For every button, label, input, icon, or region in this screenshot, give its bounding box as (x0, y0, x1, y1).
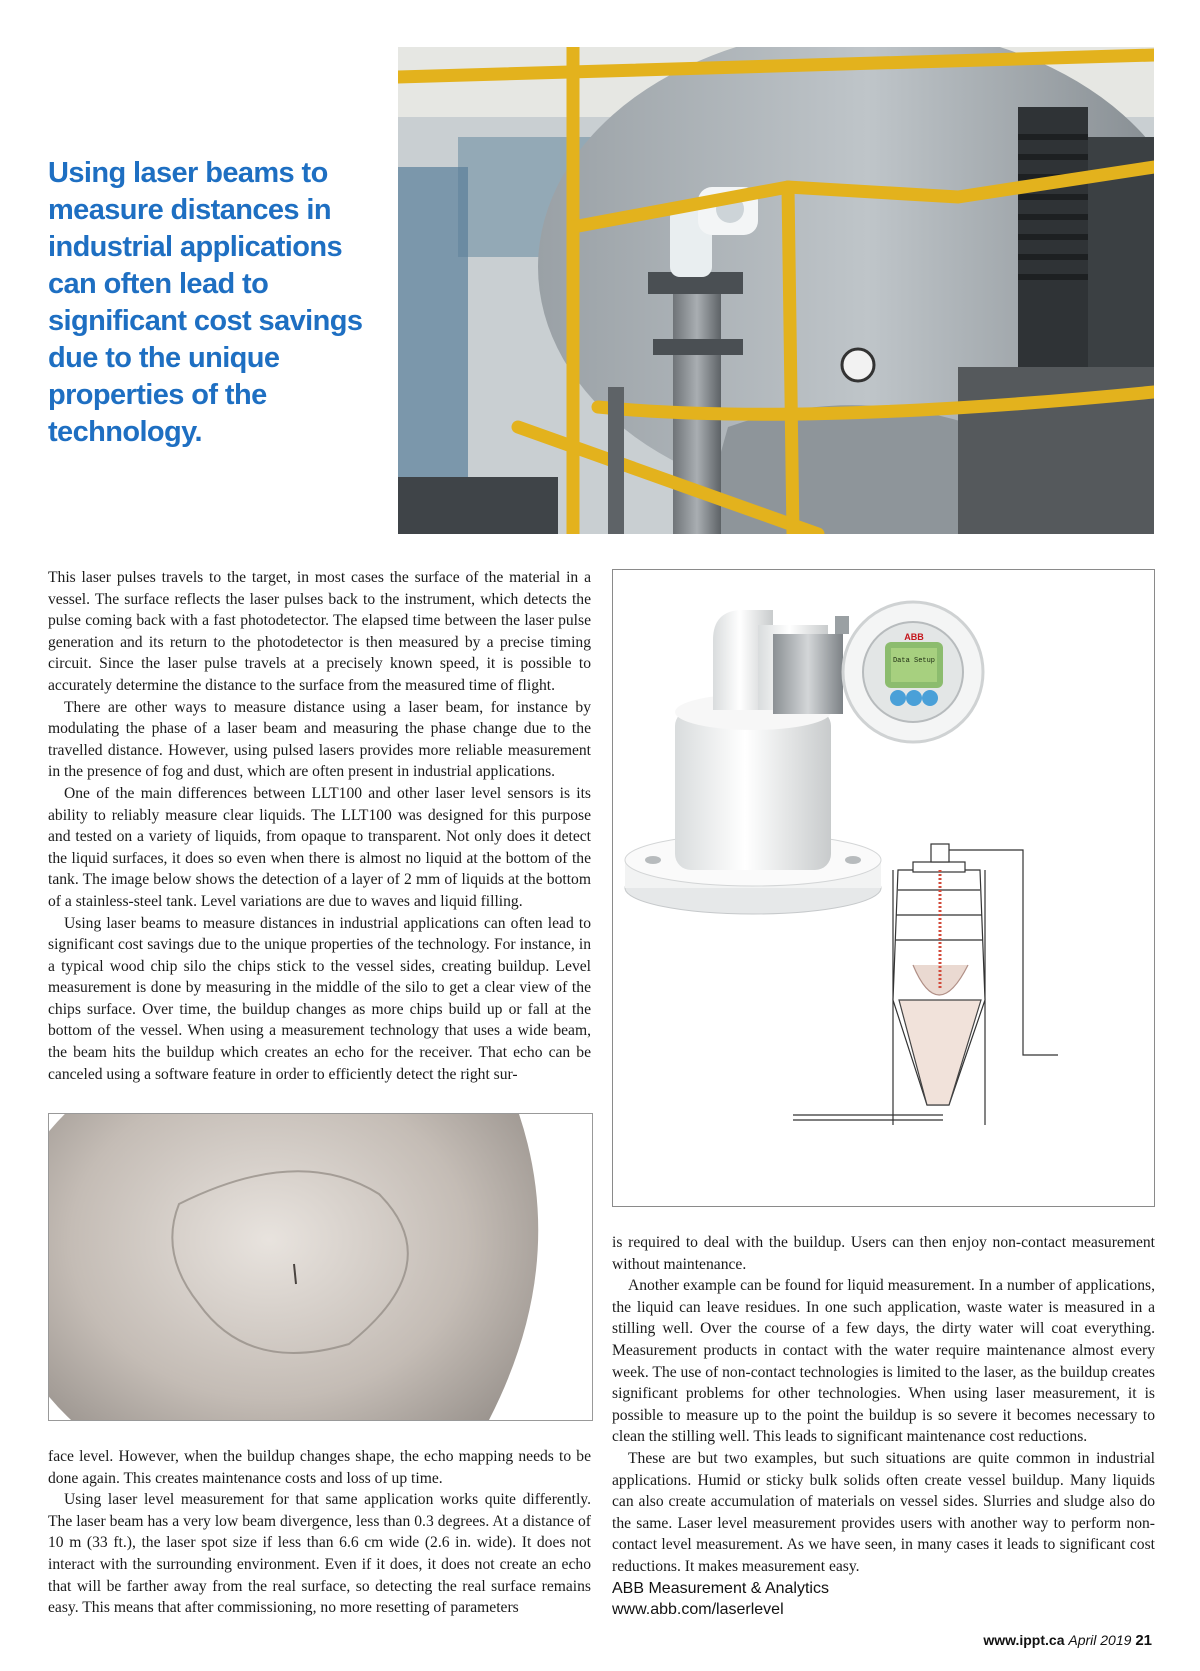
pull-quote-line: significant cost savings (48, 305, 363, 337)
paragraph: One of the main differences between LLT100 and other laser level sensors is its ability to reliably measure clear liquids. The LLT100 was designed for this purpose and tested on a variety of liquids, from opaque to transparent. Not only does it detect the liquid surfaces, it does so even when there is almost no liquid at the bottom of the tank. The image below shows the detection of a layer of 2 mm of liquids at the bottom of a stainless-steel tank. Level variations are due to waves and liquid filling. (48, 784, 591, 910)
pull-quote (48, 155, 368, 451)
pull-quote-line: Using laser beams to (48, 157, 328, 189)
article-column-1-bottom (48, 1446, 591, 1619)
pull-quote-line: due to the unique (48, 342, 280, 374)
article-column-1-top (48, 567, 591, 1085)
paragraph: This laser pulses travels to the target, in most cases the surface of the material in a vessel. The surface reflects the laser pulses back to the instrument, which detects the pulse coming back with a fast photodetector. The elapsed time between the laser pulse generation and its return to the photodetector is then measured by a precise timing circuit. Since the laser pulse travels at a precisely known speed, it is possible to accurately determine the distance to the surface from the measured time of flight. (48, 569, 591, 694)
pull-quote-line: technology. (48, 416, 202, 448)
paragraph: is required to deal with the buildup. Users can then enjoy non-contact measurement without maintenance. (612, 1234, 1155, 1273)
abb-logo: ABB (904, 632, 924, 642)
industrial-tank-photo (398, 47, 1154, 534)
device-display-text: Data Setup (892, 657, 936, 665)
paragraph: Using laser level measurement for that same application works quite differently. The laser beam has a very low beam divergence, less than 0.3 degrees. At a distance of 10 m (33 ft.), the laser spot size if less than 6.6 cm wide (2.6 in. wide). It does not interact with the surrounding environment. Even if it does, it does not create an echo that will be farther away from the real surface, so detecting the real surface remains easy. This means that after commissioning, no more resetting of parameters (48, 1491, 591, 1617)
credit-url: www.abb.com/laserlevel (612, 1600, 784, 1618)
paragraph: There are other ways to measure distance using a laser beam, for instance by modulating the phase of a laser beam and measuring the phase change due to the travelled distance. However, using pulsed lasers provides more reliable measurement in the presence of fog and dust, which are often present in industrial applications. (48, 698, 591, 781)
credit-company: ABB Measurement & Analytics (612, 1579, 829, 1597)
silo-camera-image (48, 1113, 593, 1421)
pull-quote-line: measure distances in (48, 194, 331, 226)
paragraph: These are but two examples, but such situations are quite common in industrial applications. Humid or sticky bulk solids often create vessel buildup. Many liquids can also create accumulation of materials on vessel sides. Slurries and sludge also do the same. Laser level measurement provides users with another way to perform non-contact level measurement. As we have seen, in many cases it leads to significant cost reductions. It makes measurement easy. (612, 1449, 1155, 1575)
pull-quote-line: industrial applications (48, 231, 342, 263)
page-footer (983, 1632, 1152, 1649)
pull-quote-line: can often lead to (48, 268, 269, 300)
article-column-2 (612, 1232, 1155, 1620)
paragraph: face level. However, when the buildup changes shape, the echo mapping needs to be done again. This creates maintenance costs and loss of up time. (48, 1448, 591, 1487)
paragraph: Using laser beams to measure distances in industrial applications can often lead to significant cost savings due to the unique properties of the technology. For instance, in a typical wood chip silo the chips stick to the vessel sides, creating buildup. Level measurement is done by measuring in the middle of the silo to get a clear view of the chips surface. Over time, the buildup changes as more chips build up or fall at the bottom of the vessel. When using a measurement technology that uses a wide beam, the beam hits the buildup which creates an echo for the receiver. That echo can be canceled using a software feature in order to efficiently detect the right sur- (48, 914, 591, 1083)
paragraph: Another example can be found for liquid measurement. In a number of applications, the liquid can leave residues. In one such application, waste water is measured in a stilling well. Over the course of a few days, the dirty water will coat everything. Measurement products in contact with the water require maintenance almost every week. The use of non-contact technologies is limited to the laser, as the buildup creates significant problems for other technologies. When using laser measurement, it is possible to measure up to the point the buildup is so severe it becomes necessary to clean the stilling well. This leads to significant maintenance cost reductions. (612, 1277, 1155, 1446)
footer-date: April 2019 (1068, 1632, 1132, 1648)
product-figure (612, 569, 1155, 1207)
footer-site: www.ippt.ca (983, 1632, 1065, 1648)
pull-quote-line: properties of the (48, 379, 267, 411)
page-number: 21 (1135, 1632, 1152, 1649)
